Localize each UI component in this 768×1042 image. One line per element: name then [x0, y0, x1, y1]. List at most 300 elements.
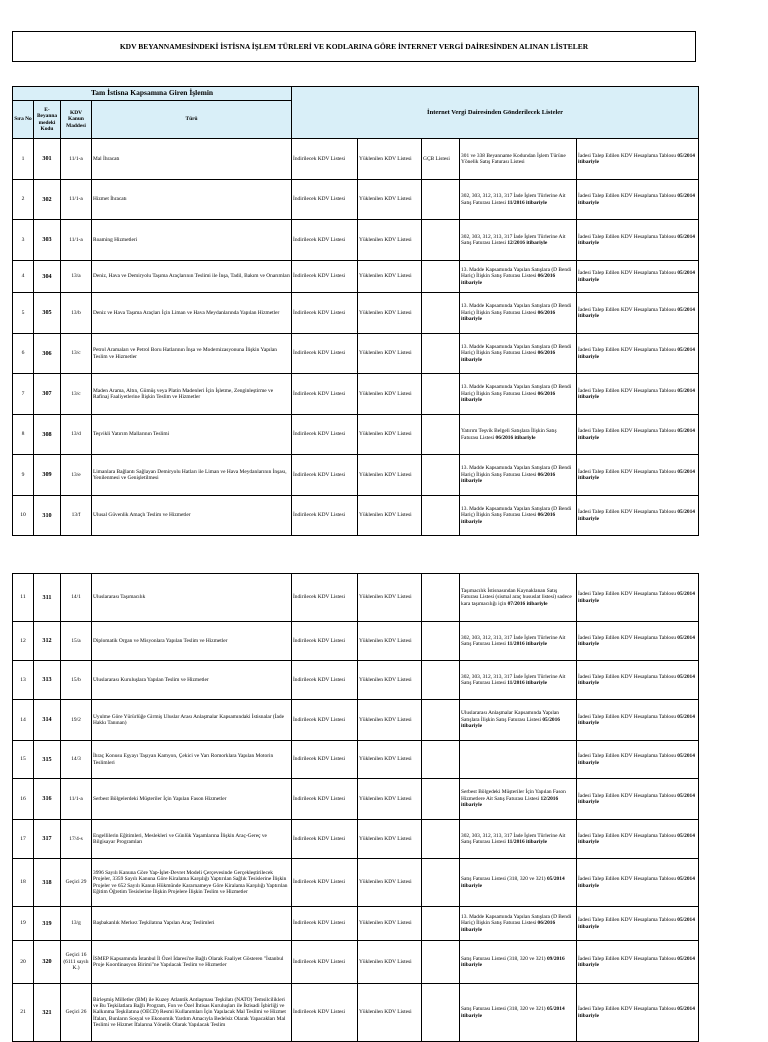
row-list-hesaplama-tablosu-text: İadesi Talep Edilen KDV Hesaplama Tablosu [578, 193, 676, 200]
row-list-satis-faturasi [460, 220, 577, 261]
row-list-yuklenilen: Yüklenilen KDV Listesi [358, 574, 422, 622]
row-list-gcb [422, 415, 460, 455]
row-list-hesaplama-tablosu-date: 05/2014 itibariyle [578, 233, 695, 246]
row-list-satis-faturasi [460, 984, 577, 1042]
row-list-yuklenilen: Yüklenilen KDV Listesi [358, 455, 422, 496]
row-list-satis-faturasi [460, 574, 577, 622]
row-list-hesaplama-tablosu-text: İadesi Talep Edilen KDV Hesaplama Tablosu [578, 233, 676, 240]
row-list-satis-faturasi-date: 06/2016 itibariyle [461, 309, 556, 323]
row-list-gcb [422, 859, 460, 907]
row-sira-no: 2 [13, 180, 34, 220]
row-list-indirilecek: İndirilecek KDV Listesi [292, 261, 358, 293]
row-list-yuklenilen: Yüklenilen KDV Listesi [358, 220, 422, 261]
row-turu: Maden Arama, Altın, Gümüş veya Platin Madenleri İçin İşletme, Zenginleştirme ve Rafinaj Faaliyetlerine İlişkin Teslim ve Hizmetler [92, 374, 292, 415]
row-list-hesaplama-tablosu-date: 05/2014 itibariyle [578, 152, 695, 165]
row-list-hesaplama-tablosu-text: İadesi Talep Edilen KDV Hesaplama Tablosu [578, 955, 676, 962]
row-list-yuklenilen: Yüklenilen KDV Listesi [358, 139, 422, 180]
row-list-hesaplama-tablosu-text: İadesi Talep Edilen KDV Hesaplama Tablosu [578, 428, 676, 435]
row-list-hesaplama-tablosu [577, 261, 699, 293]
row-list-satis-faturasi-text: Taşımacılık İstisnasından Kaynaklanan Satış Faturası Listesi (sismal araç hususlat listesi) sadece kara taşımacılığı için [461, 587, 572, 607]
row-list-gcb [422, 820, 460, 859]
row-kod: 318 [34, 859, 61, 907]
row-list-satis-faturasi-text: 301 ve 338 Beyanname Kodundan İşlem Türüne Yönelik Satış Faturası Listesi [461, 152, 566, 165]
row-list-satis-faturasi [460, 374, 577, 415]
row-list-yuklenilen: Yüklenilen KDV Listesi [358, 374, 422, 415]
row-list-hesaplama-tablosu [577, 741, 699, 779]
row-list-indirilecek: İndirilecek KDV Listesi [292, 139, 358, 180]
row-list-gcb [422, 941, 460, 984]
row-list-hesaplama-tablosu-date: 05/2014 itibariyle [578, 917, 695, 930]
row-list-hesaplama-tablosu [577, 779, 699, 820]
row-sira-no: 19 [13, 907, 34, 941]
table-row [13, 261, 699, 293]
row-list-gcb [422, 496, 460, 536]
row-kod: 313 [34, 661, 61, 700]
row-list-satis-faturasi [460, 180, 577, 220]
row-madde: 14/3 [61, 741, 92, 779]
row-list-satis-faturasi-date: 11/2016 itibariyle [507, 839, 547, 845]
row-list-hesaplama-tablosu-date: 05/2014 itibariyle [578, 876, 695, 889]
row-sira-no: 21 [13, 984, 34, 1042]
row-list-hesaplama-tablosu [577, 700, 699, 741]
row-turu: Uyulme Göre Yürürlüğe Girmiş Uluslar Arası Anlaşmalar Kapsamındaki İstisnalar (İade Hakkı Tanınan) [92, 700, 292, 741]
row-list-satis-faturasi [460, 741, 577, 779]
row-list-satis-faturasi-text: Satış Faturası Listesi (318, 320 ve 321) [461, 876, 546, 883]
row-list-satis-faturasi [460, 496, 577, 536]
row-list-satis-faturasi-text: 302, 303, 312, 313, 317 İade İşlem Türlerine Ait Satış Faturası Listesi [461, 673, 566, 686]
row-sira-no: 15 [13, 741, 34, 779]
row-list-satis-faturasi [460, 907, 577, 941]
table-row [13, 374, 699, 415]
row-list-yuklenilen: Yüklenilen KDV Listesi [358, 261, 422, 293]
table-row [13, 741, 699, 779]
row-list-satis-faturasi-text: 302, 303, 312, 313, 317 İade İşlem Türlerine Ait Satış Faturası Listesi [461, 634, 566, 647]
row-kod: 321 [34, 984, 61, 1042]
row-list-satis-faturasi-date: 06/2016 itibariyle [461, 471, 556, 485]
row-sira-no: 17 [13, 820, 34, 859]
row-list-satis-faturasi-date: 06/2016 itibariyle [461, 273, 556, 286]
row-list-hesaplama-tablosu-text: İadesi Talep Edilen KDV Hesaplama Tablosu [578, 387, 676, 394]
row-list-yuklenilen: Yüklenilen KDV Listesi [358, 820, 422, 859]
row-list-satis-faturasi-text: 13. Madde Kapsamında Yapılan Satışlara (D Bendi Hariç) İlişkin Satış Faturası Listesi [461, 913, 572, 927]
table-row [13, 574, 699, 622]
row-list-yuklenilen: Yüklenilen KDV Listesi [358, 941, 422, 984]
row-kod: 306 [34, 334, 61, 374]
row-list-hesaplama-tablosu-text: İadesi Talep Edilen KDV Hesaplama Tablosu [578, 792, 676, 799]
row-turu: 3996 Sayılı Kanuna Göre Yap-İşlet-Devret Modeli Çerçevesinde Gerçekleştirilecek Projeler, 3359 Sayılı Kanuna Göre Kiralama Karşılığı Yaptırılan Sağlık Tesislerine İlişkin Projeler ve 652 Sayılı Kanun Hükmünde Kararnameye Göre Kiralama Karşılığı Yaptırılan Eğitim Öğretim Tesislerine İlişkin Projelere İlişkin Teslim ve Hizmetler [92, 859, 292, 907]
row-list-satis-faturasi [460, 859, 577, 907]
row-list-hesaplama-tablosu [577, 622, 699, 661]
header-kod: E-Beyanna medeki Kodu [34, 101, 61, 139]
row-madde: 13/b [61, 293, 92, 334]
row-list-yuklenilen: Yüklenilen KDV Listesi [358, 779, 422, 820]
row-madde: 11/1-a [61, 180, 92, 220]
row-list-hesaplama-tablosu-date: 05/2014 itibariyle [578, 713, 695, 726]
row-list-gcb [422, 984, 460, 1042]
row-sira-no: 18 [13, 859, 34, 907]
row-list-yuklenilen: Yüklenilen KDV Listesi [358, 496, 422, 536]
row-list-hesaplama-tablosu-date: 05/2014 itibariyle [578, 347, 695, 360]
row-list-hesaplama-tablosu [577, 334, 699, 374]
row-list-hesaplama-tablosu [577, 820, 699, 859]
row-kod: 303 [34, 220, 61, 261]
table-row [13, 139, 699, 180]
row-turu: İhraç Konusu Eşyayı Taşıyan Kamyon, Çekici ve Yarı Romorklara Yapılan Motorin Teslimleri [92, 741, 292, 779]
row-list-gcb [422, 293, 460, 334]
row-list-satis-faturasi-date: 06/2016 itibariyle [461, 512, 556, 525]
row-list-satis-faturasi-date: 05/2014 itibariyle [461, 876, 565, 889]
row-list-gcb [422, 261, 460, 293]
table-row [13, 334, 699, 374]
table-row [13, 293, 699, 334]
row-list-satis-faturasi-text: Serbest Bölgedeki Müşteriler İçin Yapılan Fason Hizmetlere Ait Satış Faturası Listesi [461, 789, 566, 802]
row-list-satis-faturasi [460, 455, 577, 496]
row-list-satis-faturasi [460, 700, 577, 741]
row-kod: 308 [34, 415, 61, 455]
row-kod: 309 [34, 455, 61, 496]
row-list-satis-faturasi-date: 06/2016 itibariyle [461, 350, 556, 363]
row-sira-no: 6 [13, 334, 34, 374]
row-list-yuklenilen: Yüklenilen KDV Listesi [358, 700, 422, 741]
row-list-hesaplama-tablosu-date: 05/2014 itibariyle [578, 468, 695, 481]
row-kod: 320 [34, 941, 61, 984]
row-list-gcb [422, 334, 460, 374]
row-turu: Başbakanlık Merkez Teşkilatına Yapılan Araç Teslimleri [92, 907, 292, 941]
row-kod: 307 [34, 374, 61, 415]
row-list-satis-faturasi-date: 06/2016 itibariyle [461, 390, 556, 404]
row-list-yuklenilen: Yüklenilen KDV Listesi [358, 661, 422, 700]
row-madde: Geçici 16 (6111 sayılı K.) [61, 941, 92, 984]
table-row [13, 220, 699, 261]
row-list-hesaplama-tablosu-text: İadesi Talep Edilen KDV Hesaplama Tablosu [578, 152, 676, 159]
row-madde: 11/1-a [61, 779, 92, 820]
document-title: KDV BEYANNAMESİNDEKİ İSTİSNA İŞLEM TÜRLERİ VE KODLARINA GÖRE İNTERNET VERGİ DAİRESİNDEN ALINAN LİSTELER [12, 31, 696, 62]
row-list-hesaplama-tablosu-date: 05/2014 itibariyle [578, 1006, 695, 1019]
row-list-satis-faturasi [460, 334, 577, 374]
row-madde: 15/a [61, 622, 92, 661]
row-list-hesaplama-tablosu [577, 984, 699, 1042]
row-turu: Hizmet İhracatı [92, 180, 292, 220]
table-row [13, 941, 699, 984]
row-list-hesaplama-tablosu-date: 05/2014 itibariyle [578, 306, 695, 319]
row-kod: 302 [34, 180, 61, 220]
row-list-satis-faturasi-text: Satış Faturası Listesi (318, 320 ve 321) [461, 1006, 546, 1013]
row-list-indirilecek: İndirilecek KDV Listesi [292, 859, 358, 907]
row-kod: 315 [34, 741, 61, 779]
row-list-hesaplama-tablosu [577, 661, 699, 700]
row-list-indirilecek: İndirilecek KDV Listesi [292, 293, 358, 334]
row-list-satis-faturasi-text: 13. Madde Kapsamında Yapılan Satışlara (D Bendi Hariç) İlişkin Satış Faturası Listesi [461, 465, 572, 478]
row-list-indirilecek: İndirilecek KDV Listesi [292, 622, 358, 661]
row-list-hesaplama-tablosu-text: İadesi Talep Edilen KDV Hesaplama Tablosu [578, 917, 676, 924]
row-list-yuklenilen: Yüklenilen KDV Listesi [358, 293, 422, 334]
row-list-hesaplama-tablosu-text: İadesi Talep Edilen KDV Hesaplama Tablosu [578, 509, 676, 516]
row-madde: 11/1-a [61, 139, 92, 180]
row-list-hesaplama-tablosu-text: İadesi Talep Edilen KDV Hesaplama Tablosu [578, 1006, 676, 1013]
row-kod: 304 [34, 261, 61, 293]
row-sira-no: 1 [13, 139, 34, 180]
row-list-satis-faturasi [460, 820, 577, 859]
row-list-satis-faturasi-date: 05/2016 itibariyle [461, 716, 560, 730]
row-kod: 310 [34, 496, 61, 536]
row-list-indirilecek: İndirilecek KDV Listesi [292, 820, 358, 859]
row-list-gcb [422, 700, 460, 741]
row-list-hesaplama-tablosu-text: İadesi Talep Edilen KDV Hesaplama Tablosu [578, 673, 676, 680]
row-sira-no: 4 [13, 261, 34, 293]
row-list-hesaplama-tablosu-date: 05/2014 itibariyle [578, 387, 695, 400]
row-kod: 317 [34, 820, 61, 859]
row-list-indirilecek: İndirilecek KDV Listesi [292, 700, 358, 741]
row-list-hesaplama-tablosu [577, 859, 699, 907]
row-kod: 316 [34, 779, 61, 820]
row-turu: Serbest Bölgelerdeki Müşteriler İçin Yapılan Fason Hizmetler [92, 779, 292, 820]
row-madde: Geçici 29 [61, 859, 92, 907]
table-row [13, 700, 699, 741]
exemption-table-page1 [12, 86, 699, 536]
row-list-satis-faturasi-text: Satış Faturası Listesi (318, 320 ve 321) [461, 955, 546, 962]
row-list-satis-faturasi [460, 661, 577, 700]
row-list-hesaplama-tablosu-date: 05/2014 itibariyle [578, 270, 695, 283]
row-list-satis-faturasi-date: 11/2016 itibariyle [507, 641, 547, 647]
row-sira-no: 8 [13, 415, 34, 455]
row-list-hesaplama-tablosu [577, 907, 699, 941]
row-list-hesaplama-tablosu-text: İadesi Talep Edilen KDV Hesaplama Tablosu [578, 832, 676, 839]
row-list-indirilecek: İndirilecek KDV Listesi [292, 741, 358, 779]
row-list-indirilecek: İndirilecek KDV Listesi [292, 415, 358, 455]
table-row [13, 859, 699, 907]
row-turu: Limanlara Bağlantı Sağlayan Demiryolu Hatları ile Liman ve Hava Meydanlarının İnşası, Yenilenmesi ve Genişletilmesi [92, 455, 292, 496]
row-sira-no: 14 [13, 700, 34, 741]
row-turu: İSMEP Kapsamında İstanbul İl Özel İdaresi'ne Bağlı Olarak Faaliyet Gösteren "İstanbul Proje Koordinasyon Birimi"ne Yapılacak Teslim ve Hizmetler [92, 941, 292, 984]
row-list-indirilecek: İndirilecek KDV Listesi [292, 661, 358, 700]
row-list-satis-faturasi-date: 11/2016 itibariyle [507, 199, 548, 206]
row-list-indirilecek: İndirilecek KDV Listesi [292, 374, 358, 415]
table-row [13, 496, 699, 536]
row-turu: Deniz, Hava ve Demiryolu Taşıma Araçlarının Teslimi ile İnşa, Tadil, Bakım ve Onarımları [92, 261, 292, 293]
row-turu: Ulusal Güvenlik Amaçlı Teslim ve Hizmetler [92, 496, 292, 536]
header-group-left: Tam İstisna Kapsamına Giren İşlemin [13, 87, 292, 101]
row-list-satis-faturasi-date: 12/2016 itibariyle [461, 795, 559, 809]
row-sira-no: 12 [13, 622, 34, 661]
row-list-yuklenilen: Yüklenilen KDV Listesi [358, 741, 422, 779]
row-sira-no: 16 [13, 779, 34, 820]
row-madde: 13/f [61, 496, 92, 536]
row-list-hesaplama-tablosu-text: İadesi Talep Edilen KDV Hesaplama Tablosu [578, 347, 676, 354]
row-sira-no: 13 [13, 661, 34, 700]
table-row [13, 779, 699, 820]
table-row [13, 415, 699, 455]
row-list-satis-faturasi-date: 11/2016 itibariyle [507, 680, 547, 686]
row-list-satis-faturasi [460, 415, 577, 455]
row-list-hesaplama-tablosu-text: İadesi Talep Edilen KDV Hesaplama Tablosu [578, 876, 676, 883]
row-list-satis-faturasi [460, 139, 577, 180]
row-list-hesaplama-tablosu-text: İadesi Talep Edilen KDV Hesaplama Tablosu [578, 634, 676, 641]
row-list-yuklenilen: Yüklenilen KDV Listesi [358, 907, 422, 941]
row-list-indirilecek: İndirilecek KDV Listesi [292, 984, 358, 1042]
row-list-hesaplama-tablosu [577, 139, 699, 180]
row-kod: 312 [34, 622, 61, 661]
row-sira-no: 20 [13, 941, 34, 984]
row-turu: Deniz ve Hava Taşıma Araçları İçin Liman ve Hava Meydanlarında Yapılan Hizmetler [92, 293, 292, 334]
row-list-satis-faturasi-text: 13. Madde Kapsamında Yapılan Satışlara (D Bendi Hariç) İlişkin Satış Faturası Listesi [461, 266, 572, 280]
table-row [13, 661, 699, 700]
table-row [13, 984, 699, 1042]
row-list-hesaplama-tablosu-date: 05/2014 itibariyle [578, 591, 695, 604]
row-list-hesaplama-tablosu-date: 05/2014 itibariyle [578, 509, 695, 522]
row-sira-no: 10 [13, 496, 34, 536]
row-madde: 13/g [61, 907, 92, 941]
row-list-gcb [422, 574, 460, 622]
row-list-indirilecek: İndirilecek KDV Listesi [292, 496, 358, 536]
row-list-hesaplama-tablosu [577, 574, 699, 622]
exemption-table-page2 [12, 573, 699, 1042]
row-list-satis-faturasi-date: 07/2016 itibariyle [507, 600, 548, 607]
row-list-satis-faturasi-date: 05/2014 itibariyle [461, 1006, 565, 1019]
header-turu: Türü [92, 101, 292, 139]
row-list-hesaplama-tablosu-text: İadesi Talep Edilen KDV Hesaplama Tablosu [578, 713, 676, 720]
row-list-gcb [422, 180, 460, 220]
row-sira-no: 11 [13, 574, 34, 622]
row-list-gcb: GÇB Listesi [422, 139, 460, 180]
row-madde: 19/2 [61, 700, 92, 741]
row-list-gcb [422, 779, 460, 820]
row-list-indirilecek: İndirilecek KDV Listesi [292, 220, 358, 261]
row-turu: Petrol Aramaları ve Petrol Boru Hatlarının İnşa ve Modernizasyonuna İlişkin Yapılan Teslim ve Hizmetler [92, 334, 292, 374]
row-sira-no: 9 [13, 455, 34, 496]
table-row [13, 622, 699, 661]
row-kod: 311 [34, 574, 61, 622]
row-list-hesaplama-tablosu-date: 05/2014 itibariyle [578, 753, 695, 766]
row-list-hesaplama-tablosu [577, 293, 699, 334]
row-turu: Diplomatik Organ ve Misyonlara Yapılan Teslim ve Hizmetler [92, 622, 292, 661]
row-madde: 13/c [61, 334, 92, 374]
row-list-satis-faturasi [460, 941, 577, 984]
row-list-yuklenilen: Yüklenilen KDV Listesi [358, 859, 422, 907]
row-list-gcb [422, 741, 460, 779]
row-list-indirilecek: İndirilecek KDV Listesi [292, 574, 358, 622]
row-madde: 14/1 [61, 574, 92, 622]
row-kod: 314 [34, 700, 61, 741]
row-list-gcb [422, 661, 460, 700]
header-sira: Sıra No [13, 101, 34, 139]
row-list-indirilecek: İndirilecek KDV Listesi [292, 907, 358, 941]
row-list-hesaplama-tablosu [577, 374, 699, 415]
row-list-indirilecek: İndirilecek KDV Listesi [292, 334, 358, 374]
row-list-indirilecek: İndirilecek KDV Listesi [292, 180, 358, 220]
table-row [13, 907, 699, 941]
row-list-hesaplama-tablosu-date: 05/2014 itibariyle [578, 832, 695, 845]
row-turu: Uluslararası Taşımacılık [92, 574, 292, 622]
row-kod: 305 [34, 293, 61, 334]
row-list-satis-faturasi-date: 06/2016 itibariyle [461, 920, 556, 933]
row-list-hesaplama-tablosu-date: 05/2014 itibariyle [578, 792, 695, 805]
row-list-hesaplama-tablosu-date: 05/2014 itibariyle [578, 193, 695, 206]
row-list-hesaplama-tablosu-text: İadesi Talep Edilen KDV Hesaplama Tablosu [578, 591, 676, 598]
row-list-yuklenilen: Yüklenilen KDV Listesi [358, 334, 422, 374]
header-group-right: İnternet Vergi Dairesinden Gönderilecek Listeler [292, 87, 699, 139]
row-sira-no: 7 [13, 374, 34, 415]
row-list-satis-faturasi [460, 622, 577, 661]
row-list-hesaplama-tablosu-text: İadesi Talep Edilen KDV Hesaplama Tablosu [578, 270, 676, 277]
row-list-yuklenilen: Yüklenilen KDV Listesi [358, 984, 422, 1042]
row-list-hesaplama-tablosu-text: İadesi Talep Edilen KDV Hesaplama Tablosu [578, 753, 676, 760]
row-list-hesaplama-tablosu [577, 220, 699, 261]
row-turu: Mal İhracatı [92, 139, 292, 180]
row-madde: 13/a [61, 261, 92, 293]
header-madde: KDV Kanun Maddesi [61, 101, 92, 139]
row-list-satis-faturasi-text: 13. Madde Kapsamında Yapılan Satışlara (D Bendi Hariç) İlişkin Satış Faturası Listesi [461, 303, 572, 316]
row-list-satis-faturasi [460, 779, 577, 820]
table-row [13, 455, 699, 496]
row-madde: 13/d [61, 415, 92, 455]
row-kod: 301 [34, 139, 61, 180]
row-madde: 13/c [61, 374, 92, 415]
row-turu: Uluslararası Kuruluşlara Yapılan Teslim ve Hizmetler [92, 661, 292, 700]
row-madde: 17/4-s [61, 820, 92, 859]
table-row [13, 820, 699, 859]
row-list-hesaplama-tablosu-text: İadesi Talep Edilen KDV Hesaplama Tablosu [578, 306, 676, 313]
row-list-gcb [422, 220, 460, 261]
row-list-indirilecek: İndirilecek KDV Listesi [292, 779, 358, 820]
row-list-satis-faturasi-text: 13. Madde Kapsamında Yapılan Satışlara (D Bendi Hariç) İlişkin Satış Faturası Listesi [461, 384, 572, 397]
row-madde: 11/1-a [61, 220, 92, 261]
row-list-hesaplama-tablosu [577, 180, 699, 220]
row-list-hesaplama-tablosu [577, 941, 699, 984]
row-list-hesaplama-tablosu-date: 05/2014 itibariyle [578, 673, 695, 686]
row-list-satis-faturasi-date: 06/2016 itibariyle [495, 434, 536, 441]
row-list-satis-faturasi-text: 13. Madde Kapsamında Yapılan Satışlara (D Bendi Hariç) İlişkin Satış Faturası Listesi [461, 343, 572, 357]
row-list-hesaplama-tablosu [577, 455, 699, 496]
row-list-hesaplama-tablosu-date: 05/2014 itibariyle [578, 634, 695, 647]
row-list-indirilecek: İndirilecek KDV Listesi [292, 941, 358, 984]
row-list-satis-faturasi [460, 293, 577, 334]
row-list-satis-faturasi [460, 261, 577, 293]
row-list-satis-faturasi-text: Uluslararası Anlaşmalar Kapsamında Yapılan Satışlara İlişkin Satış Faturası Listesi [461, 710, 559, 723]
row-sira-no: 3 [13, 220, 34, 261]
row-list-yuklenilen: Yüklenilen KDV Listesi [358, 180, 422, 220]
row-list-satis-faturasi-text: 302, 303, 312, 313, 317 İade İşlem Türlerine Ait Satış Faturası Listesi [461, 193, 566, 206]
row-sira-no: 5 [13, 293, 34, 334]
row-list-hesaplama-tablosu-date: 05/2014 itibariyle [578, 955, 695, 968]
row-list-satis-faturasi-text: 13. Madde Kapsamında Yapılan Satışlara (D Bendi Hariç) İlişkin Satış Faturası Listesi [461, 505, 572, 519]
row-list-hesaplama-tablosu [577, 415, 699, 455]
row-list-satis-faturasi-text: 302, 303, 312, 313, 317 İade İşlem Türlerine Ait Satış Faturası Listesi [461, 233, 566, 246]
row-list-satis-faturasi-date: 12/2016 itibariyle [507, 240, 548, 246]
row-list-gcb [422, 622, 460, 661]
row-turu: Engellilerin Eğitimleri, Meslekleri ve Günlük Yaşamlarına İlişkin Araç-Gereç ve Bilgisayar Programları [92, 820, 292, 859]
row-kod: 319 [34, 907, 61, 941]
row-madde: Geçici 26 [61, 984, 92, 1042]
row-list-gcb [422, 455, 460, 496]
row-list-gcb [422, 907, 460, 941]
row-list-satis-faturasi-date: 09/2016 itibariyle [461, 955, 565, 968]
row-list-yuklenilen: Yüklenilen KDV Listesi [358, 415, 422, 455]
row-madde: 15/b [61, 661, 92, 700]
row-list-hesaplama-tablosu [577, 496, 699, 536]
row-list-hesaplama-tablosu-text: İadesi Talep Edilen KDV Hesaplama Tablosu [578, 468, 676, 475]
row-madde: 13/e [61, 455, 92, 496]
row-list-satis-faturasi-text: 302, 303, 312, 313, 317 İade İşlem Türlerine Ait Satış Faturası Listesi [461, 832, 566, 845]
row-turu: Roaming Hizmetleri [92, 220, 292, 261]
row-turu: Birleşmiş Milletler (BM) ile Kuzey Atlantik Antlaşması Teşkilatı (NATO) Temsilcilikleri ve Bu Teşkilatlara Bağlı Program, Fon ve Özel İhtisas Kuruluşları ile İktisadi İşbirliği ve Kalkınma Teşkilatına (OECD) Resmi Kullanımları İçin Yapılacak Mal Teslimi ve Hizmet İfaları, Bunların Sosyal ve Ekonomik Yardım Amacıyla Bedelsiz Olarak Yapacakları Mal Teslimi ve Hizmet İfalarına Yönelik Olarak Yapılacak Teslim [92, 984, 292, 1042]
row-list-gcb [422, 374, 460, 415]
table-row [13, 180, 699, 220]
row-list-hesaplama-tablosu-date: 05/2014 itibariyle [578, 428, 695, 441]
row-turu: Teşvikli Yatırım Mallarının Teslimi [92, 415, 292, 455]
row-list-satis-faturasi-text: Yatırım Teşvik Belgeli Satışlara İlişkin Satış Faturası Listesi [461, 428, 557, 441]
row-list-indirilecek: İndirilecek KDV Listesi [292, 455, 358, 496]
row-list-yuklenilen: Yüklenilen KDV Listesi [358, 622, 422, 661]
